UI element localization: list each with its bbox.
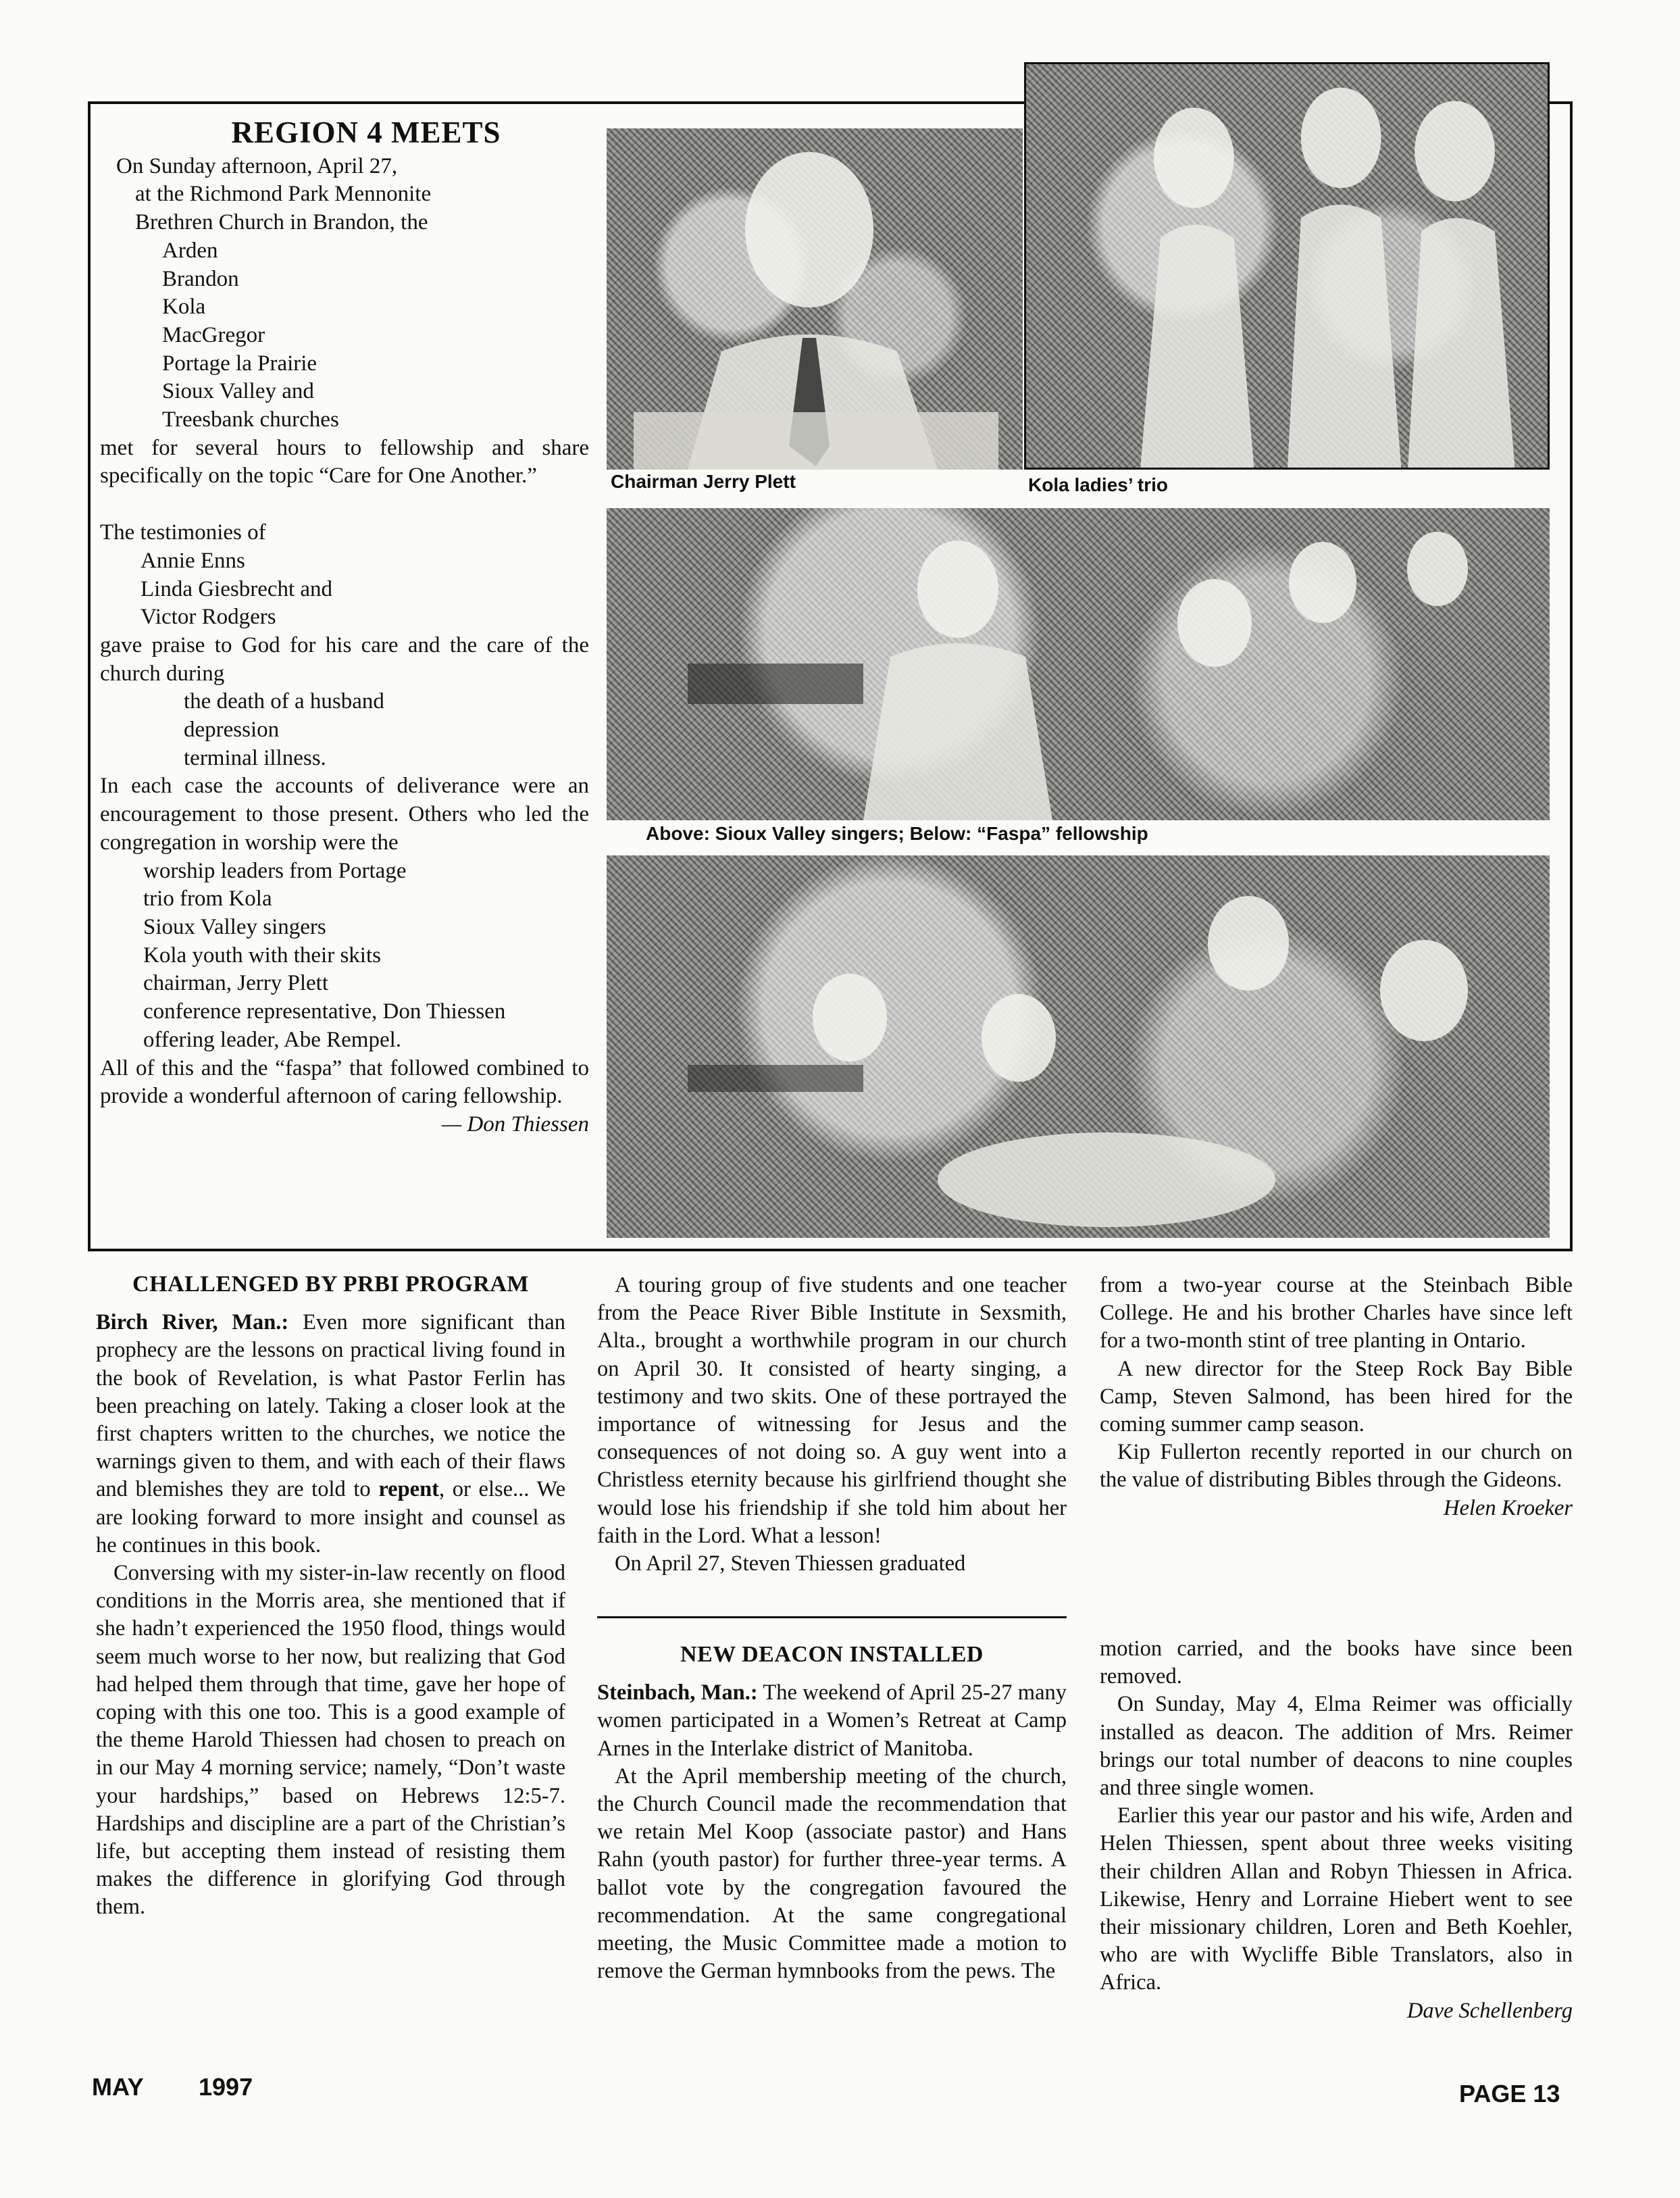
deliverance-paragraph: In each case the accounts of deliverance were an encouragement to those present. Others who led the congregation in worship were the xyxy=(100,774,589,855)
hardship-list xyxy=(116,688,589,772)
footer-page-number: PAGE 13 xyxy=(1459,2080,1560,2107)
trio-photo xyxy=(1024,62,1550,470)
deacon-signature: Dave Schellenberg xyxy=(1406,1998,1573,2023)
prbi-paragraph-6: Kip Fullerton recently reported in our church on the value of distributing Bibles through the Gideons. xyxy=(1100,1440,1573,1493)
deacon-paragraph-3: On Sunday, May 4, Elma Reimer was officially installed as deacon. The addition of Mrs. Reimer brings our total number of deacons to nine couples and three single women. xyxy=(1100,1692,1573,1801)
testimony-name: Victor Rodgers xyxy=(141,605,276,630)
prbi-paragraph-4-cont: from a two-year course at the Steinbach Bible College. He and his brother Charles have since left for a two-month stint of tree planting in Ontario. xyxy=(1100,1273,1573,1353)
singers-figures xyxy=(607,508,1550,820)
prbi-dateline: Birch River, Man.: xyxy=(96,1310,289,1335)
closing-paragraph: All of this and the “faspa” that followed combined to provide a wonderful afternoon of caring fellowship. xyxy=(100,1055,589,1109)
caption-singers: Above: Sioux Valley singers; Below: “Faspa” fellowship xyxy=(646,823,1148,844)
deacon-heading: NEW DEACON INSTALLED xyxy=(680,1642,984,1667)
met-paragraph: met for several hours to fellowship and share specifically on the topic “Care for One Another.” xyxy=(100,435,589,489)
intro-line: On Sunday afternoon, April 27, xyxy=(116,153,398,178)
intro-line: Brethren Church in Brandon, the xyxy=(135,210,428,235)
church-list xyxy=(116,237,589,434)
prbi-paragraph-5: A new director for the Steep Rock Bay Bible Camp, Steven Salmond, has been hired for the coming summer camp season. xyxy=(1100,1356,1573,1437)
prbi-signature: Helen Kroeker xyxy=(1443,1495,1573,1520)
leader-item: conference representative, Don Thiessen xyxy=(143,999,506,1024)
testimony-name: Annie Enns xyxy=(141,548,245,573)
deacon-column-2 xyxy=(597,1641,1067,1985)
chairman-figure xyxy=(607,128,1023,470)
region-title: REGION 4 MEETS xyxy=(231,116,501,149)
leader-item: chairman, Jerry Plett xyxy=(143,971,328,996)
church-item: Treesbank churches xyxy=(162,407,339,432)
trio-figures xyxy=(1026,64,1548,468)
church-item: Brandon xyxy=(162,266,239,291)
testimony-list xyxy=(116,547,589,632)
deacon-dateline: Steinbach, Man.: xyxy=(597,1680,758,1705)
hardship-item: the death of a husband xyxy=(184,689,384,714)
prbi-paragraph-2: Conversing with my sister-in-law recently on flood conditions in the Morris area, she mentioned that if she hadn’t experienced the 1950 flood, things would seem much worse to her now, but realizing that God had helped them through that time, gave her hope of coping with this one too. This is a good example of the theme Harold Thiessen had chosen to preach on in our May 4 morning service; namely, “Don’t waste your hardships,” based on Hebrews 12:5-7. Hardships and discipline are a part of the Christian’s life, but accepting them instead of resisting them makes the difference in glorifying God through them. xyxy=(96,1561,565,1920)
leader-item: offering leader, Abe Rempel. xyxy=(143,1027,402,1052)
deacon-paragraph-2: At the April membership meeting of the church, the Church Council made the recommendation that we retain Mel Koop (associate pastor) and Hans Rahn (youth pastor) for further three-year terms. A ballot vote by the congregation favoured the recommendation. At the same congregational meeting, the Music Committee made a motion to remove the German hymnbooks from the pews. The xyxy=(597,1764,1067,1984)
testimonies-intro: The testimonies of xyxy=(100,520,266,545)
region-signature: — Don Thiessen xyxy=(441,1112,589,1137)
prbi-column-1 xyxy=(96,1270,565,1922)
hardship-item: depression xyxy=(184,718,280,743)
testimony-name: Linda Giesbrecht and xyxy=(141,576,333,601)
church-item: Kola xyxy=(162,295,206,320)
footer-year: 1997 xyxy=(199,2073,253,2101)
deacon-column-3 xyxy=(1100,1635,1573,2025)
prbi-paragraph-3: A touring group of five students and one teacher from the Peace River Bible Institute in Sexsmith, Alta., brought a worthwhile program in our church on April 30. It consisted of hearty singing, a testimony and two skits. One of these portrayed the importance of witnessing for Jesus and the consequences of not doing so. A guy went into a Christless eternity because his girlfriend thought she would lose his friendship if she told him about her faith in the Lord. What a lesson! xyxy=(597,1273,1067,1548)
chairman-photo xyxy=(607,128,1023,470)
leader-item: trio from Kola xyxy=(143,886,272,911)
caption-trio: Kola ladies’ trio xyxy=(1028,474,1168,495)
prbi-paragraph-1: Birch River, Man.: Even more significant than prophecy are the lessons on practical living found in the book of Revelation, is what Pastor Ferlin has been preaching on lately. Taking a closer look at the first chapters written to the churches, we notice the warnings given to them, and with each of their flaws and blemishes they are told to repent, or else... We are looking forward to more insight and counsel as he continues in this book. xyxy=(96,1310,566,1557)
church-item: Arden xyxy=(162,238,218,263)
church-item: MacGregor xyxy=(162,322,265,347)
prbi-column-2 xyxy=(597,1272,1067,1578)
leader-item: worship leaders from Portage xyxy=(143,858,407,883)
caption-chairman: Chairman Jerry Plett xyxy=(611,471,796,492)
leader-item: Sioux Valley singers xyxy=(143,914,326,939)
church-item: Portage la Prairie xyxy=(162,351,317,376)
prbi-column-3 xyxy=(1100,1272,1573,1522)
repent-word: repent xyxy=(378,1477,440,1502)
singers-photo xyxy=(607,508,1550,820)
region-article xyxy=(100,116,589,1139)
intro-line: at the Richmond Park Mennonite xyxy=(135,182,432,207)
section-divider xyxy=(597,1616,1067,1618)
footer-month: MAY xyxy=(92,2073,144,2101)
prbi-paragraph-4: On April 27, Steven Thiessen graduated xyxy=(615,1551,966,1576)
faspa-photo xyxy=(607,855,1550,1238)
leader-list xyxy=(116,857,589,1055)
deacon-paragraph-2-cont: motion carried, and the books have since been removed. xyxy=(1100,1637,1573,1689)
prbi-heading: CHALLENGED BY PRBI PROGRAM xyxy=(132,1272,529,1297)
leader-item: Kola youth with their skits xyxy=(143,943,381,968)
deacon-paragraph-4: Earlier this year our pastor and his wife, Arden and Helen Thiessen, spent about three weeks visiting their children Allan and Robyn Thiessen in Africa. Likewise, Henry and Lorraine Hiebert went to see their missionary children, Loren and Beth Koehler, who are with Wycliffe Bible Translators, also in Africa. xyxy=(1100,1803,1573,1995)
praise-paragraph: gave praise to God for his care and the care of the church during xyxy=(100,632,589,686)
faspa-figures xyxy=(607,855,1550,1238)
deacon-paragraph-1: Steinbach, Man.: The weekend of April 25-27 many women participated in a Women’s Retreat at Camp Arnes in the Interlake district of Manitoba. xyxy=(597,1680,1067,1761)
church-item: Sioux Valley and xyxy=(162,379,314,404)
hardship-item: terminal illness. xyxy=(184,745,326,770)
